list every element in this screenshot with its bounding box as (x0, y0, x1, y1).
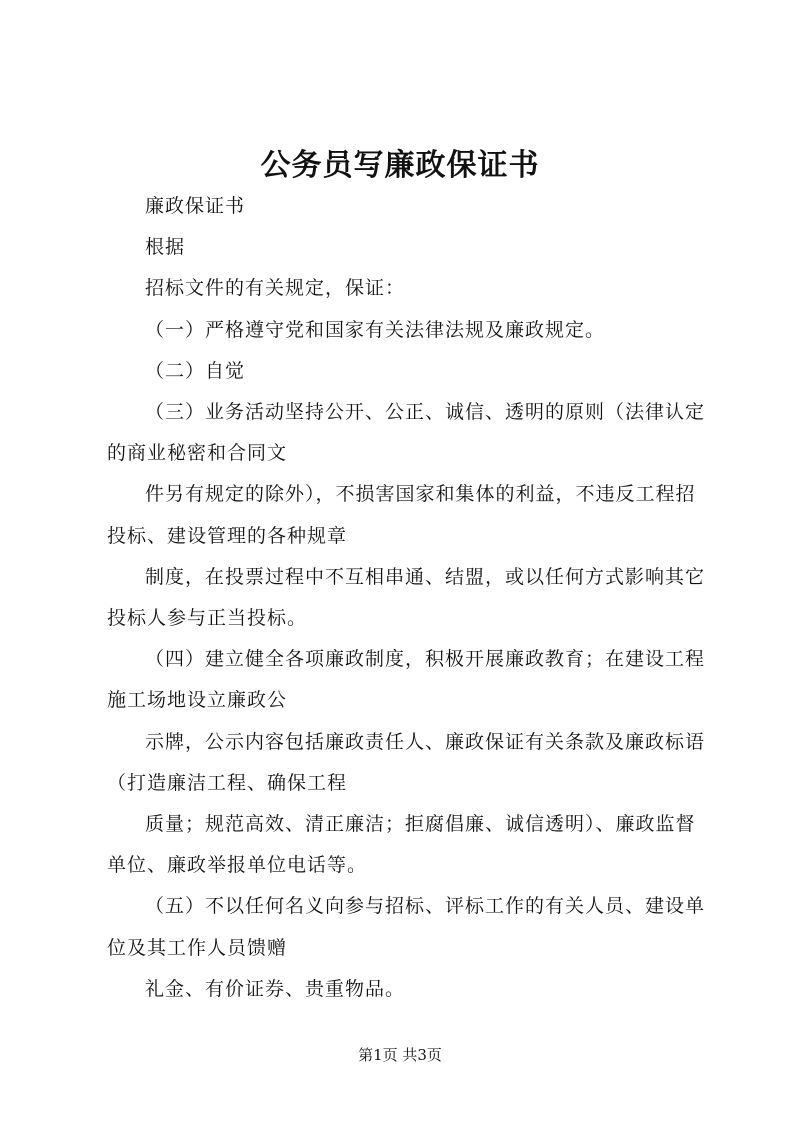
paragraph-item-4-cont-2: 质量；规范高效、清正廉洁；拒腐倡廉、诚信透明）、廉政监督单位、廉政举报单位电话等。 (107, 813, 696, 877)
paragraph-item-5-cont: 礼金、有价证券、贵重物品。 (145, 977, 406, 1000)
page-number: 第1页 共3页 (358, 1046, 442, 1064)
paragraph-heading: 廉政保证书 (145, 195, 246, 217)
paragraph-item-2: （二）自觉 (145, 359, 246, 382)
paragraph-item-4: （四）建立健全各项廉政制度，积极开展廉政教育；在建设工程施工场地设立廉政公 (107, 648, 706, 712)
paragraph-basis: 根据 (145, 236, 186, 259)
paragraph-tender-rules: 招标文件的有关规定，保证： (145, 277, 406, 300)
document-body (107, 186, 707, 1010)
document-title: 公务员写廉政保证书 (260, 148, 540, 183)
paragraph-item-3-cont-1: 件另有规定的除外），不损害国家和集体的利益，不违反工程招投标、建设管理的各种规章 (107, 483, 696, 547)
paragraph-item-4-cont-1: 示牌，公示内容包括廉政责任人、廉政保证有关条款及廉政标语（打造廉洁工程、确保工程 (107, 730, 706, 794)
paragraph-item-3-cont-2: 制度，在投票过程中不互相串通、结盟，或以任何方式影响其它投标人参与正当投标。 (107, 565, 706, 630)
paragraph-item-3: （三）业务活动坚持公开、公正、诚信、透明的原则（法律认定的商业秘密和合同文 (107, 401, 706, 465)
paragraph-item-5: （五）不以任何名义向参与招标、评标工作的有关人员、建设单位及其工作人员馈赠 (107, 895, 706, 959)
paragraph-item-1: （一）严格遵守党和国家有关法律法规及廉政规定。 (145, 318, 606, 341)
